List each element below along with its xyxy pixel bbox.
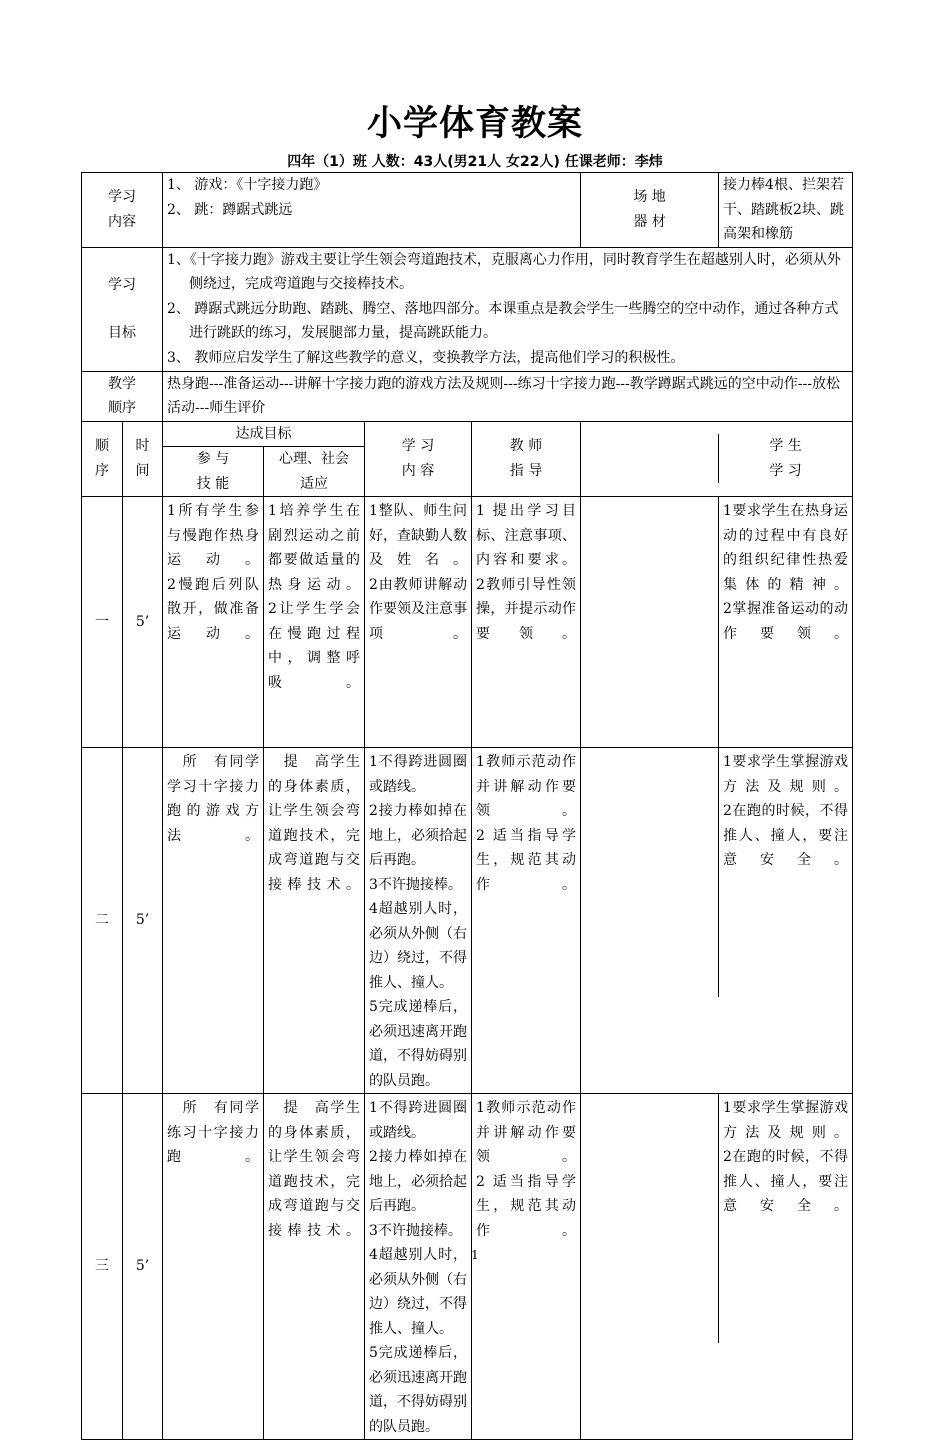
goals-items bbox=[163, 247, 853, 371]
row-student-text: 1要求学生掌握游戏方法及规则。 2在跑的时候，不得推人、撞人，要注意安全。 bbox=[723, 1100, 849, 1214]
social-header: 心理、社会 适应 bbox=[264, 447, 365, 497]
row-student bbox=[581, 748, 853, 1094]
skill-header: 参 与 技 能 bbox=[163, 447, 264, 497]
row-teacher: 1教师示范动作并讲解动作要领。 2 适当指导学生，规范其动作。 bbox=[472, 1094, 581, 1440]
time-header: 时 间 bbox=[123, 421, 163, 497]
sequence-text: 热身跑---准备运动---讲解十字接力跑的游戏方法及规则---练习十字接力跑---教学蹲踞式跳远的空中动作---放松活动---师生评价 bbox=[163, 371, 853, 421]
venue-text: 接力棒4根、拦架若干、踏跳板2块、跳高架和橡筋 bbox=[719, 173, 853, 248]
row-content: 1不得跨进圆圈或踏线。 2接力棒如掉在地上，必须拾起后再跑。 3不许抛接棒。 4超越别人时，必须从外侧（右边）绕过，不得推人、撞人。 5完成递棒后，必须迅速离开跑道，不得妨碍别的队员跑。 bbox=[365, 1094, 472, 1440]
teacher-guide-header: 教 师 指 导 bbox=[472, 421, 581, 497]
content-label: 学习 内容 bbox=[82, 173, 163, 248]
row-order: 二 bbox=[82, 748, 123, 1094]
row-time: 5’ bbox=[123, 1094, 163, 1440]
goals-label: 学习 目标 bbox=[82, 247, 163, 371]
page-number: 1 bbox=[471, 1248, 479, 1262]
row-student bbox=[581, 1094, 853, 1440]
goal-group-header: 达成目标 bbox=[163, 421, 365, 447]
row-skill: 所 有同学学习十字接力跑的游戏方法。 bbox=[163, 748, 264, 1094]
row-student bbox=[581, 497, 853, 748]
row-student-spacer bbox=[581, 497, 719, 747]
goal-item: 1、《十字接力跑》游戏主要让学生领会弯道跑技术，克服离心力作用，同时教育学生在超越别人时，必须从外侧绕过，完成弯道跑与交接棒技术。 bbox=[167, 251, 841, 292]
row-social: 提 高学生的身体素质，让学生领会弯道跑技术，完成弯道跑与交接棒技术。 bbox=[264, 1094, 365, 1440]
student-study-header-label: 学 生 学 习 bbox=[769, 438, 802, 479]
row-order: 三 bbox=[82, 1094, 123, 1440]
student-study-header bbox=[581, 421, 853, 497]
row-skill: 1所有学生参与慢跑作热身运动。 2慢跑后列队散开，做准备运动。 bbox=[163, 497, 264, 748]
page-title: 小学体育教案 bbox=[366, 104, 583, 144]
sequence-label: 教学 顺序 bbox=[82, 371, 163, 421]
row-social: 提 高学生的身体素质，让学生领会弯道跑技术，完成弯道跑与交接棒技术。 bbox=[264, 748, 365, 1094]
venue-label: 场 地 器 材 bbox=[581, 173, 719, 248]
row-teacher: 1 提出学习目标、注意事项、内容和要求。 2教师引导性领操，并提示动作要领。 bbox=[472, 497, 581, 748]
content-items bbox=[163, 173, 581, 248]
class-info: 四年（1）班 人数：43人(男21人 女22人) 任课老师：李炜 bbox=[287, 154, 663, 170]
table-row bbox=[82, 748, 853, 1094]
table-row bbox=[82, 1094, 853, 1440]
row-time: 5’ bbox=[123, 748, 163, 1094]
row-student-spacer bbox=[581, 748, 719, 997]
row-skill: 所 有同学练习十字接力跑。 bbox=[163, 1094, 264, 1440]
row-teacher: 1教师示范动作并讲解动作要领。 2 适当指导学生，规范其动作。 bbox=[472, 748, 581, 1094]
goal-item: 2、 蹲踞式跳远分助跑、踏跳、腾空、落地四部分。本课重点是教会学生一些腾空的空中动作，通过各种方式进行跳跃的练习，发展腿部力量，提高跳跃能力。 bbox=[167, 300, 839, 341]
order-header: 顺 序 bbox=[82, 421, 123, 497]
row-social: 1培养学生在剧烈运动之前都要做适量的热身运动。 2让学生学会在慢跑过程中，调整呼吸。 bbox=[264, 497, 365, 748]
row-student-text: 1要求学生掌握游戏方法及规则。 2在跑的时候，不得推人、撞人，要注意安全。 bbox=[723, 754, 849, 868]
row-time: 5’ bbox=[123, 497, 163, 748]
row-student-spacer bbox=[581, 1094, 719, 1343]
student-study-header-spacer bbox=[581, 434, 719, 483]
study-content-header: 学 习 内 容 bbox=[365, 421, 472, 497]
goal-item: 3、 教师应启发学生了解这些教学的意义，变换教学方法，提高他们学习的积极性。 bbox=[167, 349, 685, 366]
table-row bbox=[82, 497, 853, 748]
content-item: 1、 游戏：《十字接力跑》 bbox=[167, 177, 328, 193]
row-content: 1不得跨进圆圈或踏线。 2接力棒如掉在地上，必须拾起后再跑。 3不许抛接棒。 4超越别人时，必须从外侧（右边）绕过，不得推人、撞人。 5完成递棒后，必须迅速离开跑道，不得妨碍别的队员跑。 bbox=[365, 748, 472, 1094]
row-order: 一 bbox=[82, 497, 123, 748]
content-item: 2、 跳：蹲踞式跳远 bbox=[167, 201, 293, 218]
row-content: 1整队、师生问好，查缺勤人数及姓名。 2由教师讲解动作要领及注意事项。 bbox=[365, 497, 472, 748]
row-student-text: 1要求学生在热身运动的过程中有良好的组织纪律性热爱集体的精神。 2掌握准备运动的动作要领。 bbox=[723, 503, 849, 642]
